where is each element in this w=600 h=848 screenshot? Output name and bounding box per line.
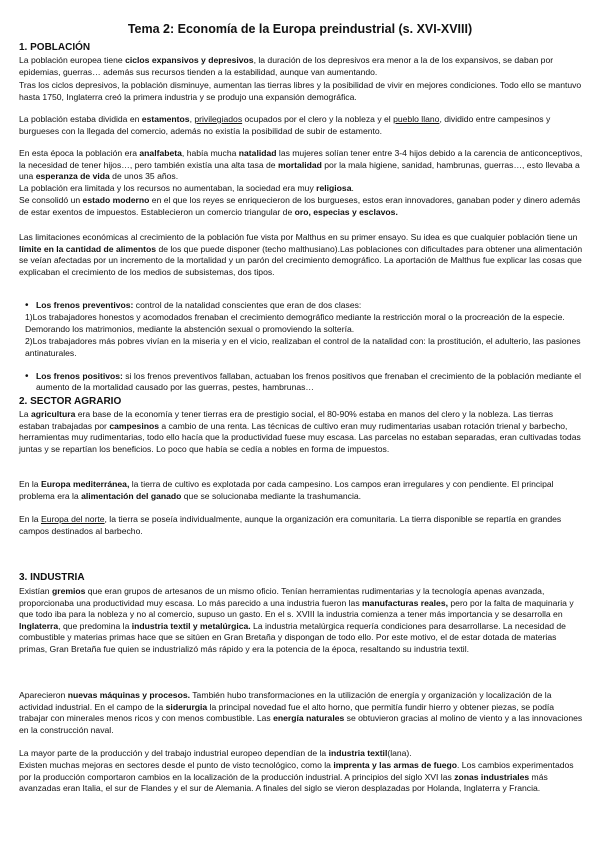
document-title: Tema 2: Economía de la Europa preindustrial (s. XVI-XVIII)	[127, 22, 473, 36]
frenos-preventivos-item-1: 1)Los trabajadores honestos y acomodados frenaban el crecimiento demográfico mediante la restricción moral o la procreación de la especie. Demorando los matrimonios, mediante la abstención sexual o promoviendo la soltería.	[25, 312, 565, 334]
agrario-paragraph-mediterranea: En la Europa mediterránea, la tierra de cultivo es explotada por cada campesino. Los campos eran irregulares y con pendiente. El principal problema era la alimentación del ganado que se solucionaba mediante la trashumancia.	[19, 479, 554, 501]
bullet-frenos-preventivos: • Los frenos preventivos: control de la natalidad conscientes que eran de dos clases:	[19, 300, 600, 312]
section-heading-sector-agrario: 2. SECTOR AGRARIO	[19, 396, 122, 407]
bullet-frenos-positivos: • Los frenos positivos: si los frenos preventivos fallaban, actuaban los frenos positivos que frenaban el crecimiento de la población mediante el aumento de la mortalidad causado por las guerras, pestes, hambrunas…	[19, 371, 600, 394]
poblacion-paragraph-natalidad: En esta época la población era analfabeta, había mucha natalidad las mujeres solían tener entre 3-4 hijos debido a la carencia de anticonceptivos, la necesidad de tener hijos…, pero también existía una alta tasa de mortalidad por la mala higiene, sanidad, hambrunas, guerras…, esto llevaba a una esperanza de vida de unos 35 años.	[19, 148, 583, 181]
poblacion-paragraph-estamentos: La población estaba dividida en estamentos, privilegiados ocupados por el clero y la nobleza y el pueblo llano, dividido entre campesinos y burgueses con la llegada del comercio, además no existía la posibilidad de subir de estamento.	[19, 114, 551, 136]
poblacion-paragraph-depression: Tras los ciclos depresivos, la población disminuye, aumentan las tierras libres y la posibilidad de vivir en mejores condiciones. Todo ello se mantuvo hasta 1750, Inglaterra creó la primera industria y se produjo una expansión demográfica.	[19, 80, 582, 102]
frenos-preventivos-item-2: 2)Los trabajadores más pobres vivían en la miseria y en el vicio, realizaban el control de la natalidad con: la prostitución, el adulterio, las pasiones antinaturales.	[25, 336, 581, 358]
industria-paragraph-mejoras: Existen muchas mejoras en sectores desde el punto de visto tecnológico, como la imprenta y las armas de fuego. Los cambios experimentados por la producción comportaron cambios en la localización de la producción industrial. A principios del siglo XVI las zonas industriales más avanzadas eran Italia, el sur de Flandes y el sur de Alemania. A finales del siglo se vieron desplazadas por Holanda, Inglaterra y Francia.	[19, 760, 574, 793]
industria-paragraph-textil: La mayor parte de la producción y del trabajo industrial europeo dependían de la industria textil(lana).	[19, 748, 412, 758]
agrario-paragraph-norte: En la Europa del norte, la tierra se poseía individualmente, aunque la organización era comunitaria. La tierra disponible se repartía en grandes campos destinados al barbecho.	[19, 514, 562, 536]
poblacion-paragraph-religiosa: La población era limitada y los recursos no aumentaban, la sociedad era muy religiosa.	[19, 183, 354, 193]
poblacion-paragraph-malthus: Las limitaciones económicas al crecimiento de la población fue vista por Malthus en su primer ensayo. Su idea es que cualquier población tiene un límite en la cantidad de alimentos de los que puede disponer (techo malthusiano).Las poblaciones con dificultades para obtener una alimentación se veían afectadas por un incremento de la mortalidad y un parón del crecimiento demográfico. La aportación de Malthus fue explicar las cosas que explicaban el crecimiento de los medios de subsistemas, dos tipos.	[19, 232, 583, 277]
industria-paragraph-maquinas: Aparecieron nuevas máquinas y procesos. También hubo transformaciones en la utilización de energía y organización y localización de la actividad industrial. En el campo de la siderurgia la principal novedad fue el alto horno, que permitía fundir hierro y obtener piezas, se podía trabajar con minerales menos ricos y con menos combustible. Las energía naturales se obtuvieron gracias al molino de viento y a las innovaciones en la construcción naval.	[19, 690, 583, 735]
section-heading-industria: 3. INDUSTRIA	[19, 572, 85, 583]
poblacion-paragraph-cycles: La población europea tiene ciclos expansivos y depresivos, la duración de los depresivos era menor a la de los expansivos, se daban por epidemias, guerras… además sus recursos tienden a la estabilidad, aunque van aumentando.	[19, 55, 554, 77]
section-heading-poblacion: 1. POBLACIÓN	[19, 42, 91, 53]
agrario-paragraph-agricultura: La agricultura era base de la economía y tener tierras era de prestigio social, el 80-90% estaba en manos del clero y la nobleza. Las tierras estaban trabajadas por campesinos a cambio de una renta. Las técnicas de cultivo eran muy rudimentarias usaban rotación trienal y barbecho, herramientas muy rudimentarias, todo ello hacía que la productividad fuese muy escasa. Las parcelas no estaban separadas, eran cultivadas todas juntas y se repartían los beneficios. Lo poco que había se cedía a nobles en forma de impuestos.	[19, 409, 581, 454]
poblacion-paragraph-estado-moderno: Se consolidó un estado moderno en el que los reyes se enriquecieron de los burgueses, estos eran innovadores, ganaban poder y dinero además de estar exentos de impuestos. Establecieron un comercio triangular de oro, especias y esclavos.	[19, 195, 581, 217]
industria-paragraph-gremios: Existían gremios que eran grupos de artesanos de un mismo oficio. Tenían herramientas rudimentarias y la tecnología apenas avanzada, proporcionaba una productividad muy escasa. Lo más parecido a una industria fueron las manufacturas reales, pero por la falta de maquinaria y que todo iba para la nobleza y no al comercio, supuso un gasto. En el s. XVIII la industria comienza a tener más importancia y se desarrolla en Inglaterra, que predomina la industria textil y metalúrgica. La industria metalúrgica requería condiciones para desarrollarse. La necesidad de combustible y materias primas hace que se sitúen en Gran Bretaña y dispongan de todo ello. Por este motivo, el de estar dotada de materias primas, Gran Bretaña fue quien se industrializó más rápido y era la potencia de la época, resaltando su industria textil.	[19, 586, 574, 654]
